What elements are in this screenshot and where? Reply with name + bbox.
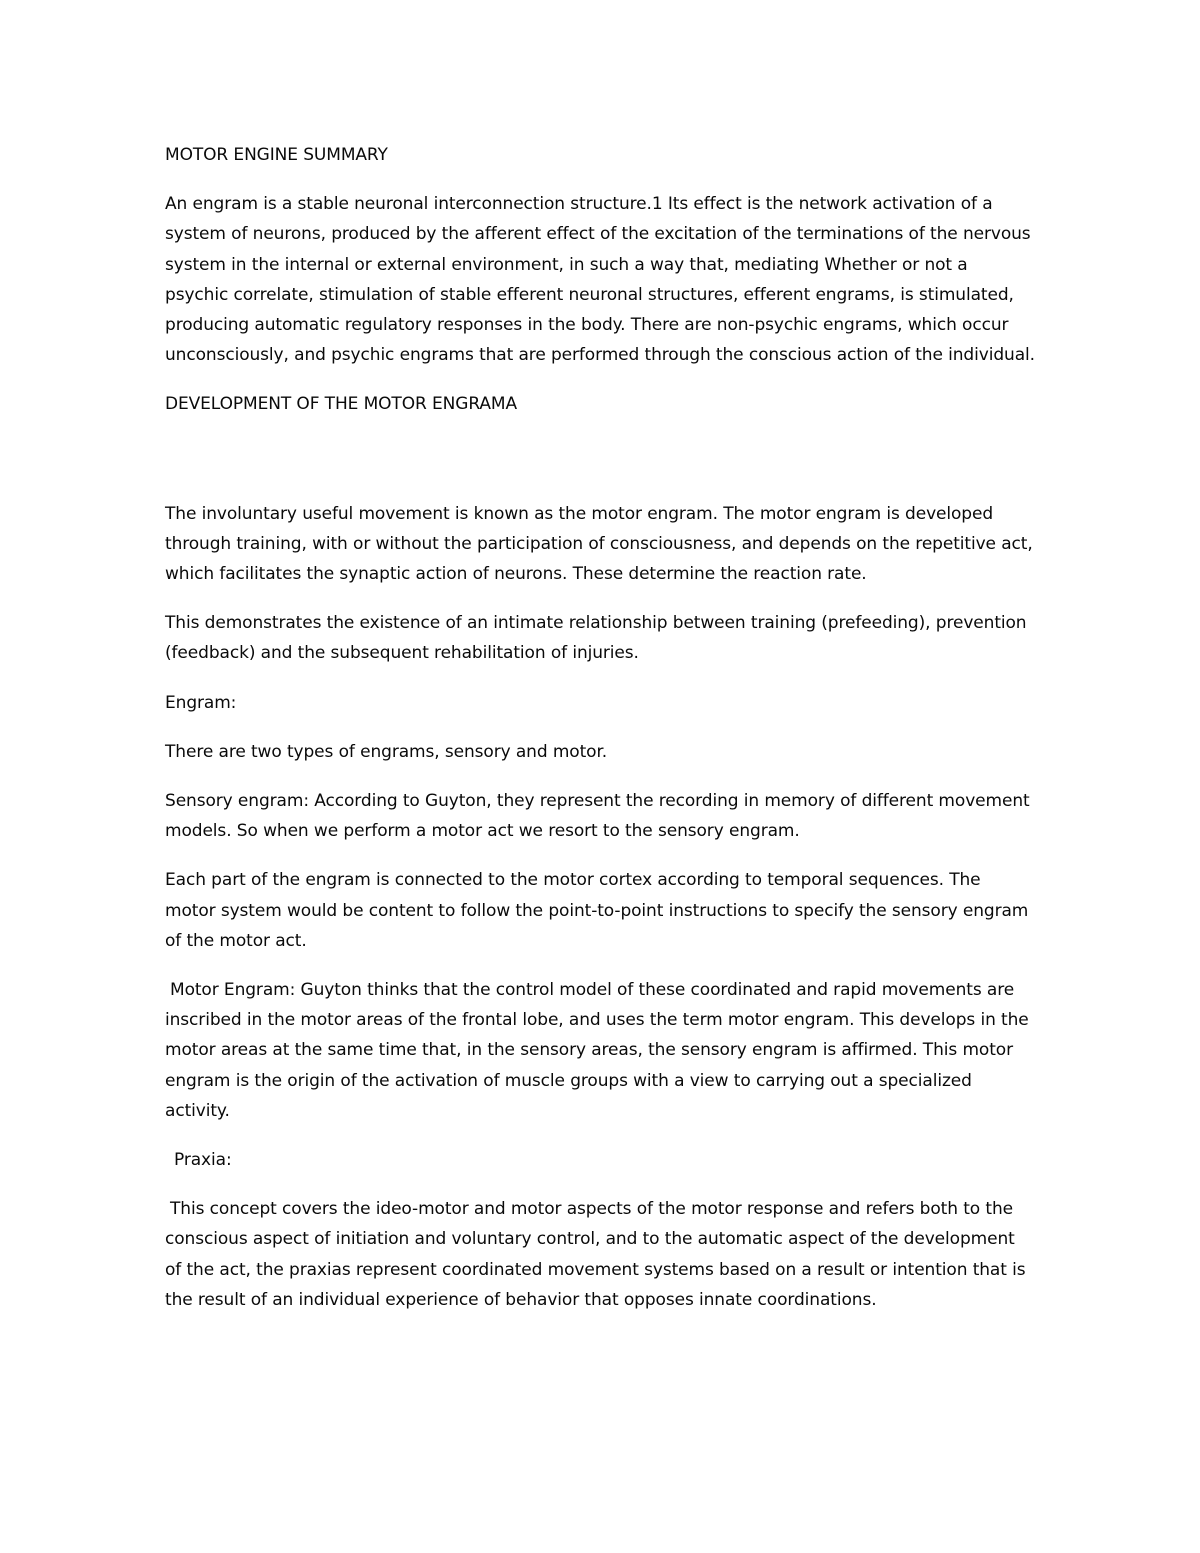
paragraph-sensory-engram: Sensory engram: According to Guyton, they represent the recording in memory of different movement models. So when we perform a motor act we resort to the sensory engram. [165, 791, 1030, 842]
paragraph-involuntary-movement: The involuntary useful movement is known as the motor engram. The motor engram is developed through training, with or without the participation of consciousness, and depends on the repetitive act, which facilitates the synaptic action of neurons. These determine the reaction rate. [165, 503, 1033, 585]
label-engram: Engram: [165, 692, 237, 713]
paragraph-two-types: There are two types of engrams, sensory and motor. [165, 741, 608, 762]
paragraph-intimate-relationship: This demonstrates the existence of an intimate relationship between training (prefeeding), prevention (feedback) and the subsequent rehabilitation of injuries. [165, 613, 1027, 664]
section-heading-development: DEVELOPMENT OF THE MOTOR ENGRAMA [165, 394, 517, 415]
paragraph-motor-cortex: Each part of the engram is connected to the motor cortex according to temporal sequences. The motor system would be content to follow the point-to-point instructions to specify the sensory engram of the motor act. [165, 870, 1029, 951]
document-title: MOTOR ENGINE SUMMARY [165, 145, 388, 165]
document-body [165, 140, 1035, 1334]
paragraph-engram-definition: An engram is a stable neuronal interconnection structure.1 Its effect is the network activation of a system of neurons, produced by the afferent effect of the excitation of the terminations of the nervous system in the internal or external environment, in such a way that, mediating Whether or not a psychic correlate, stimulation of stable efferent neuronal structures, efferent engrams, is stimulated, producing automatic regulatory responses in the body. There are non-psychic engrams, which occur unconsciously, and psychic engrams that are performed through the conscious action of the individual. [165, 194, 1035, 366]
paragraph-motor-engram: Motor Engram: Guyton thinks that the control model of these coordinated and rapid movements are inscribed in the motor areas of the frontal lobe, and uses the term motor engram. This develops in the motor areas at the same time that, in the sensory areas, the sensory engram is affirmed. This motor engram is the origin of the activation of muscle groups with a view to carrying out a specialized activity. [165, 980, 1029, 1121]
paragraph-praxia-concept: This concept covers the ideo-motor and motor aspects of the motor response and refers both to the conscious aspect of initiation and voluntary control, and to the automatic aspect of the development of the act, the praxias represent coordinated movement systems based on a result or intention that is the result of an individual experience of behavior that opposes innate coordinations. [165, 1199, 1026, 1310]
label-praxia: Praxia: [174, 1150, 232, 1171]
